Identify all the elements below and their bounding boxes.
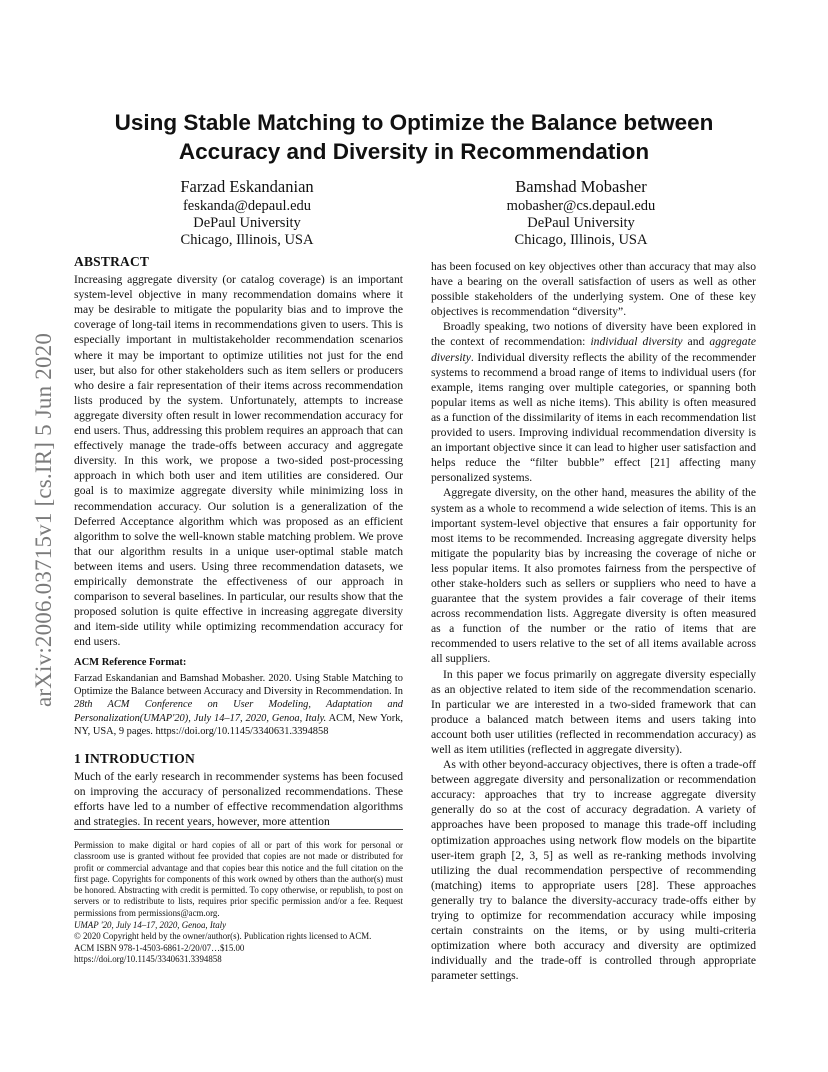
author-block-2: [431, 177, 731, 249]
author-block-1: [97, 177, 397, 249]
acm-reference-venue: 28th ACM Conference on User Modeling, Adaptation and Personalization(UMAP'20), July 14–17, 2020, Genoa, Italy.: [74, 699, 403, 724]
intro-paragraph-2: Broadly speaking, two notions of diversity have been explored in the context of recommendation: individual diversity and aggregate diversity. Individual diversity reflects the ability of the recommender systems to recommend a broad range of items to individual users (for example, items ranging over multiple categories, or spanning both popular items as well as niche items). This ability is often measured as a function of the dissimilarity of items in each recommendation list provided to users. Improving individual recommendation diversity is an important objective since it can lead to higher user satisfaction and helps reduce the “filter bubble” effect [21] affecting many personalized systems.: [431, 320, 756, 485]
intro-paragraph-5: As with other beyond-accuracy objectives, there is often a trade-off between aggregate diversity and personalization or recommendation accuracy: approaches that try to increase aggregate diversity generally do so at the cost of accuracy degradation. A variety of approaches have been proposed to manage this trade-off including optimization approaches using network flow models on the bipartite user-item graph [2, 3, 5] as well as re-ranking methods involving utilizing the dual recommendation perspective of recommending (matching) items to appropriate users [28]. These approaches generally try to balance the diversity-accuracy trade-offs either by trying to optimize for recommendation accuracy while imposing certain constraints on the items, or by using multi-criteria optimization where both accuracy and diversity are optimized individually and the trade-off is controlled through appropriate parameter settings.: [431, 758, 756, 983]
arxiv-identifier: arXiv:2006.03715v1 [cs.IR] 5 Jun 2020: [31, 332, 56, 708]
footnote-copyright: © 2020 Copyright held by the owner/author(s). Publication rights licensed to ACM.: [74, 931, 372, 942]
acm-reference-part2: ACM, New York, NY, USA, 9 pages. https://doi.org/10.1145/3340631.3394858: [74, 712, 404, 738]
permission-notice: Permission to make digital or hard copies of all or part of this work for personal or classroom use is granted without fee provided that copies are not made or distributed for profit or commercial advantage and that copies bear this notice and the full citation on the first page. Copyrights for components of this work owned by others than the author(s) must be honored. Abstracting with credit is permitted. To copy otherwise, or republish, to post on servers or to redistribute to lists, requires prior specific permission and/or a fee. Request permissions from permissions@acm.org.: [74, 840, 403, 918]
term-aggregate-diversity: aggregate diversity: [431, 335, 756, 364]
author-affiliation: DePaul University: [527, 215, 635, 231]
author-name: Bamshad Mobasher: [515, 177, 647, 196]
acm-reference-text: [74, 672, 403, 739]
acm-reference-part1: Farzad Eskandanian and Bamshad Mobasher. 2020. Using Stable Matching to Optimize the Balance between Accuracy and Diversity in Recommendation. In: [74, 672, 403, 697]
introduction-heading: 1 INTRODUCTION: [74, 750, 195, 766]
author-location: Chicago, Illinois, USA: [514, 232, 648, 248]
author-name: Farzad Eskandanian: [180, 177, 314, 196]
footnote-doi[interactable]: https://doi.org/10.1145/3340631.3394858: [74, 953, 222, 964]
author-affiliation: DePaul University: [193, 215, 301, 231]
author-email[interactable]: mobasher@cs.depaul.edu: [506, 198, 656, 214]
author-email[interactable]: feskanda@depaul.edu: [182, 198, 312, 214]
title-line-2: Accuracy and Diversity in Recommendation: [178, 139, 650, 164]
footnote-isbn: ACM ISBN 978-1-4503-6861-2/20/07…$15.00: [74, 942, 245, 953]
intro-paragraph-4: In this paper we focus primarily on aggregate diversity especially as an objective related to item side of the recommendation scenario. In particular we are interested in a two-sided framework that can produce a balanced match between items and users taking into account both user utilities (reflected in recommendation accuracy) as well as item utilities (reflected in aggregate diversity).: [431, 667, 756, 756]
intro-paragraph-3: Aggregate diversity, on the other hand, measures the ability of the system as a whole to recommend a wide selection of items. This is an important system-level objective that ensures a fair opportunity for most items to be recommended. Increasing aggregate diversity helps mitigate the popularity bias by increasing the coverage of niche or less popular items. It also promotes fairness from the perspective of other stake-holders such as sellers or suppliers who need to have a guarantee that the system provides a fair coverage of their items across recommendation lists. Aggregate diversity is often measured as a function of the number or the ratio of items that are recommended to users relative to the set of all items available across all suppliers.: [431, 486, 756, 666]
left-column: [74, 254, 403, 829]
author-location: Chicago, Illinois, USA: [180, 232, 314, 248]
intro-paragraph-1-continued: has been focused on key objectives other than accuracy that may also have a bearing on the overall satisfaction of users as well as other possible stakeholders of the underlying system. One of these key objectives is recommendation “diversity”.: [431, 260, 756, 319]
abstract-heading: ABSTRACT: [74, 254, 150, 269]
acm-reference-heading: ACM Reference Format:: [74, 657, 187, 669]
footnote-venue: UMAP '20, July 14–17, 2020, Genoa, Italy: [74, 920, 227, 931]
term-individual-diversity: individual diversity: [590, 335, 683, 349]
intro-paragraph-1: Much of the early research in recommender systems has been focused on improving the accuracy of personalized recommendations. These efforts have led to a number of effective recommendation algorithms and strategies. In recent years, however, more attention: [74, 769, 403, 828]
permission-footnote: [74, 829, 403, 965]
arxiv-side-stamp: [26, 300, 62, 740]
paper-title: [70, 108, 758, 166]
abstract-text: Increasing aggregate diversity (or catalog coverage) is an important system-level objective in many recommendation domains where it may be desirable to mitigate the popularity bias and to improve the coverage of long-tail items in recommendations given to users. This is especially important in multistakeholder recommendation scenarios where it may be important to optimize utilities not just for the end user, but also for other stakeholders such as item sellers or producers who desire a fair representation of their items across recommendation lists produced by the system. Unfortunately, attempts to increase aggregate diversity often result in lower recommendation accuracy for end users. Thus, addressing this problem requires an approach that can effectively manage the trade-offs between accuracy and aggregate diversity. In this work, we propose a two-sided post-processing approach in which both user and item utilities are considered. Our goal is to maximize aggregate diversity while minimizing loss in recommendation accuracy. Our solution is a generalization of the Deferred Acceptance algorithm which was proposed as an efficient algorithm to solve the well-known stable matching problem. We prove that our algorithm results in a unique user-optimal stable match between items and users. Using three recommendation datasets, we empirically demonstrate the effectiveness of our approach in comparison to several baselines. In particular, our results show that the proposed solution is quite effective in increasing aggregate diversity and item-side utility while optimizing recommendation accuracy for end users.: [74, 273, 403, 649]
title-line-1: Using Stable Matching to Optimize the Balance between: [114, 110, 714, 135]
right-column: [431, 259, 756, 984]
